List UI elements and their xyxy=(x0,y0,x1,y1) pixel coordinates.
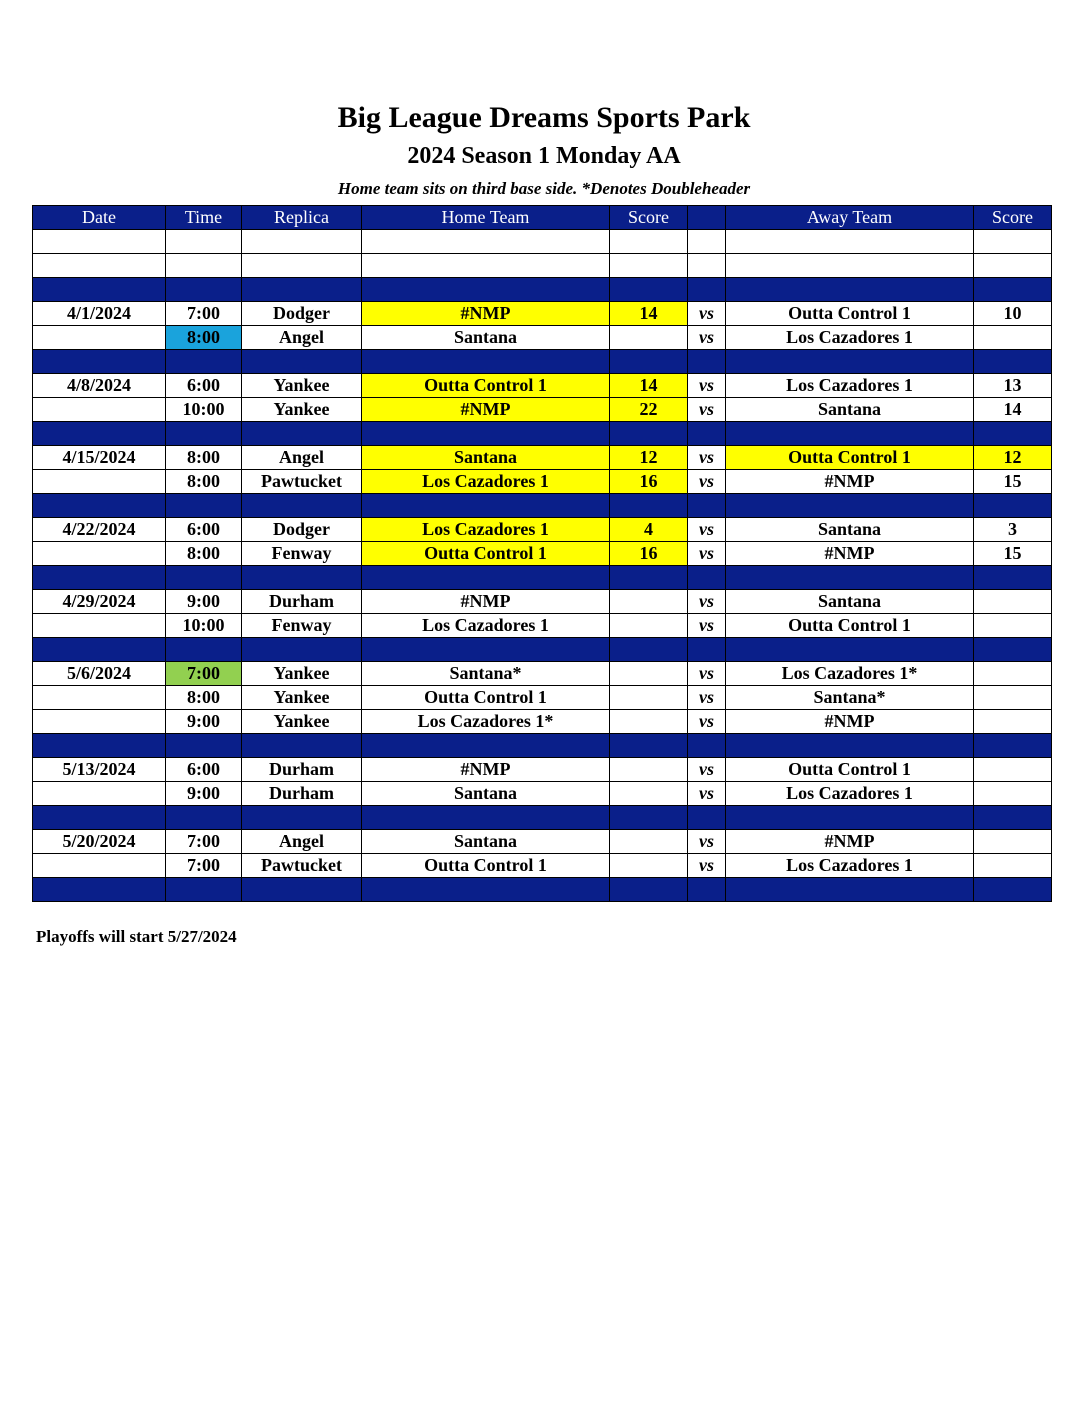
away-team-cell: Los Cazadores 1 xyxy=(726,374,974,398)
week-separator-row xyxy=(33,566,1052,590)
header-away-team: Away Team xyxy=(726,206,974,230)
home-team-cell xyxy=(362,494,610,518)
date-cell xyxy=(33,638,166,662)
home-team-cell: Santana xyxy=(362,446,610,470)
vs-cell: vs xyxy=(688,830,726,854)
date-cell xyxy=(33,494,166,518)
home-score-cell xyxy=(610,782,688,806)
replica-cell: Durham xyxy=(242,758,362,782)
replica-cell: Yankee xyxy=(242,710,362,734)
page-subtitle: 2024 Season 1 Monday AA xyxy=(407,143,681,169)
home-team-cell: #NMP xyxy=(362,398,610,422)
away-team-cell: Outta Control 1 xyxy=(726,302,974,326)
away-score-cell xyxy=(974,758,1052,782)
replica-cell: Fenway xyxy=(242,542,362,566)
replica-cell: Angel xyxy=(242,326,362,350)
vs-cell: vs xyxy=(688,470,726,494)
away-score-cell xyxy=(974,686,1052,710)
week-separator-row xyxy=(33,422,1052,446)
replica-cell: Yankee xyxy=(242,398,362,422)
away-team-cell xyxy=(726,278,974,302)
away-score-cell xyxy=(974,806,1052,830)
away-team-cell xyxy=(726,878,974,902)
week-separator-row xyxy=(33,278,1052,302)
home-score-cell xyxy=(610,326,688,350)
away-team-cell xyxy=(726,230,974,254)
replica-cell: Angel xyxy=(242,446,362,470)
home-score-cell xyxy=(610,710,688,734)
away-score-cell xyxy=(974,350,1052,374)
away-team-cell xyxy=(726,254,974,278)
game-row xyxy=(33,686,1052,710)
time-cell: 6:00 xyxy=(166,758,242,782)
home-team-cell xyxy=(362,638,610,662)
away-team-cell xyxy=(726,806,974,830)
game-row xyxy=(33,710,1052,734)
vs-cell: vs xyxy=(688,614,726,638)
time-cell: 9:00 xyxy=(166,710,242,734)
home-score-cell: 12 xyxy=(610,446,688,470)
vs-cell: vs xyxy=(688,518,726,542)
game-row xyxy=(33,782,1052,806)
home-score-cell xyxy=(610,662,688,686)
home-score-cell: 16 xyxy=(610,542,688,566)
vs-cell xyxy=(688,230,726,254)
home-score-cell xyxy=(610,494,688,518)
replica-cell xyxy=(242,350,362,374)
away-score-cell: 3 xyxy=(974,518,1052,542)
home-team-cell: Santana* xyxy=(362,662,610,686)
game-row xyxy=(33,590,1052,614)
date-cell xyxy=(33,614,166,638)
game-row xyxy=(33,446,1052,470)
replica-cell: Durham xyxy=(242,782,362,806)
time-cell xyxy=(166,566,242,590)
time-cell xyxy=(166,734,242,758)
date-cell xyxy=(33,254,166,278)
date-cell xyxy=(33,398,166,422)
time-cell xyxy=(166,278,242,302)
away-team-cell xyxy=(726,566,974,590)
home-team-cell xyxy=(362,278,610,302)
away-score-cell xyxy=(974,782,1052,806)
blank-row xyxy=(33,254,1052,278)
replica-cell xyxy=(242,278,362,302)
home-team-cell: Los Cazadores 1* xyxy=(362,710,610,734)
replica-cell: Yankee xyxy=(242,374,362,398)
time-cell xyxy=(166,806,242,830)
week-separator-row xyxy=(33,638,1052,662)
blank-row xyxy=(33,230,1052,254)
away-score-cell xyxy=(974,590,1052,614)
week-separator-row xyxy=(33,350,1052,374)
away-team-cell: #NMP xyxy=(726,710,974,734)
week-separator-row xyxy=(33,494,1052,518)
time-cell xyxy=(166,494,242,518)
replica-cell: Dodger xyxy=(242,518,362,542)
away-score-cell: 13 xyxy=(974,374,1052,398)
vs-cell: vs xyxy=(688,542,726,566)
time-cell: 7:00 xyxy=(166,854,242,878)
vs-cell: vs xyxy=(688,782,726,806)
away-team-cell: #NMP xyxy=(726,542,974,566)
vs-cell: vs xyxy=(688,854,726,878)
home-team-cell: Santana xyxy=(362,782,610,806)
header-replica: Replica xyxy=(242,206,362,230)
home-score-cell: 22 xyxy=(610,398,688,422)
header-vs xyxy=(688,206,726,230)
away-team-cell: Outta Control 1 xyxy=(726,446,974,470)
date-cell xyxy=(33,542,166,566)
home-score-cell xyxy=(610,590,688,614)
home-team-cell: Outta Control 1 xyxy=(362,686,610,710)
vs-cell xyxy=(688,638,726,662)
away-score-cell xyxy=(974,662,1052,686)
vs-cell xyxy=(688,806,726,830)
home-team-cell xyxy=(362,422,610,446)
time-cell: 6:00 xyxy=(166,374,242,398)
replica-cell xyxy=(242,878,362,902)
game-row xyxy=(33,662,1052,686)
date-cell xyxy=(33,422,166,446)
away-team-cell xyxy=(726,494,974,518)
away-score-cell: 15 xyxy=(974,470,1052,494)
home-team-cell xyxy=(362,734,610,758)
time-cell: 8:00 xyxy=(166,326,242,350)
date-cell: 4/29/2024 xyxy=(33,590,166,614)
date-cell: 4/8/2024 xyxy=(33,374,166,398)
game-row xyxy=(33,542,1052,566)
vs-cell: vs xyxy=(688,758,726,782)
away-team-cell: Outta Control 1 xyxy=(726,758,974,782)
home-score-cell xyxy=(610,638,688,662)
home-score-cell xyxy=(610,854,688,878)
home-score-cell xyxy=(610,614,688,638)
vs-cell: vs xyxy=(688,398,726,422)
away-team-cell: Los Cazadores 1 xyxy=(726,326,974,350)
header-home-team: Home Team xyxy=(362,206,610,230)
away-score-cell xyxy=(974,566,1052,590)
replica-cell xyxy=(242,734,362,758)
home-score-cell xyxy=(610,566,688,590)
vs-cell: vs xyxy=(688,446,726,470)
replica-cell xyxy=(242,254,362,278)
replica-cell: Dodger xyxy=(242,302,362,326)
away-team-cell: Outta Control 1 xyxy=(726,614,974,638)
time-cell: 7:00 xyxy=(166,302,242,326)
home-team-cell: Santana xyxy=(362,830,610,854)
away-score-cell xyxy=(974,230,1052,254)
vs-cell xyxy=(688,422,726,446)
away-score-cell xyxy=(974,854,1052,878)
date-cell xyxy=(33,566,166,590)
game-row xyxy=(33,830,1052,854)
time-cell: 7:00 xyxy=(166,662,242,686)
away-score-cell xyxy=(974,326,1052,350)
header-away-score: Score xyxy=(974,206,1052,230)
vs-cell: vs xyxy=(688,590,726,614)
home-team-cell xyxy=(362,878,610,902)
away-score-cell: 14 xyxy=(974,398,1052,422)
home-team-cell: #NMP xyxy=(362,302,610,326)
away-team-cell xyxy=(726,638,974,662)
away-score-cell xyxy=(974,614,1052,638)
vs-cell: vs xyxy=(688,326,726,350)
time-cell xyxy=(166,230,242,254)
home-team-cell xyxy=(362,254,610,278)
replica-cell xyxy=(242,806,362,830)
home-team-cell xyxy=(362,230,610,254)
date-cell xyxy=(33,710,166,734)
away-team-cell: Los Cazadores 1 xyxy=(726,854,974,878)
date-cell xyxy=(33,878,166,902)
away-score-cell: 15 xyxy=(974,542,1052,566)
home-team-cell: Los Cazadores 1 xyxy=(362,470,610,494)
schedule-table xyxy=(32,205,1052,902)
home-score-cell xyxy=(610,254,688,278)
home-score-cell xyxy=(610,230,688,254)
game-row xyxy=(33,398,1052,422)
home-team-cell: Outta Control 1 xyxy=(362,854,610,878)
table-header-row xyxy=(33,206,1052,230)
away-score-cell: 12 xyxy=(974,446,1052,470)
home-score-cell xyxy=(610,350,688,374)
away-score-cell xyxy=(974,734,1052,758)
game-row xyxy=(33,326,1052,350)
away-score-cell xyxy=(974,494,1052,518)
away-score-cell xyxy=(974,278,1052,302)
vs-cell: vs xyxy=(688,686,726,710)
home-team-cell: #NMP xyxy=(362,590,610,614)
date-cell: 5/13/2024 xyxy=(33,758,166,782)
replica-cell: Pawtucket xyxy=(242,470,362,494)
home-team-cell: Los Cazadores 1 xyxy=(362,614,610,638)
date-cell xyxy=(33,470,166,494)
time-cell: 9:00 xyxy=(166,782,242,806)
home-team-cell: Los Cazadores 1 xyxy=(362,518,610,542)
doubleheader-note: Home team sits on third base side. *Denotes Doubleheader xyxy=(337,179,751,198)
away-team-cell: Santana xyxy=(726,398,974,422)
date-cell xyxy=(33,854,166,878)
replica-cell xyxy=(242,230,362,254)
home-score-cell: 14 xyxy=(610,302,688,326)
replica-cell: Yankee xyxy=(242,662,362,686)
header-date: Date xyxy=(33,206,166,230)
date-cell xyxy=(33,806,166,830)
away-score-cell xyxy=(974,638,1052,662)
time-cell: 10:00 xyxy=(166,398,242,422)
date-cell xyxy=(33,278,166,302)
time-cell xyxy=(166,878,242,902)
date-cell: 5/20/2024 xyxy=(33,830,166,854)
date-cell xyxy=(33,782,166,806)
vs-cell: vs xyxy=(688,374,726,398)
replica-cell: Angel xyxy=(242,830,362,854)
game-row xyxy=(33,374,1052,398)
replica-cell: Pawtucket xyxy=(242,854,362,878)
home-score-cell: 14 xyxy=(610,374,688,398)
date-cell: 4/1/2024 xyxy=(33,302,166,326)
date-cell xyxy=(33,686,166,710)
time-cell xyxy=(166,422,242,446)
vs-cell: vs xyxy=(688,662,726,686)
date-cell xyxy=(33,326,166,350)
replica-cell xyxy=(242,566,362,590)
home-score-cell xyxy=(610,878,688,902)
time-cell: 8:00 xyxy=(166,470,242,494)
date-cell xyxy=(33,734,166,758)
away-score-cell xyxy=(974,254,1052,278)
time-cell: 6:00 xyxy=(166,518,242,542)
vs-cell xyxy=(688,278,726,302)
home-team-cell: Outta Control 1 xyxy=(362,374,610,398)
time-cell xyxy=(166,350,242,374)
home-team-cell xyxy=(362,566,610,590)
week-separator-row xyxy=(33,734,1052,758)
replica-cell xyxy=(242,638,362,662)
replica-cell xyxy=(242,422,362,446)
time-cell: 10:00 xyxy=(166,614,242,638)
time-cell: 8:00 xyxy=(166,686,242,710)
home-team-cell xyxy=(362,350,610,374)
game-row xyxy=(33,302,1052,326)
away-team-cell: #NMP xyxy=(726,470,974,494)
away-score-cell: 10 xyxy=(974,302,1052,326)
date-cell: 4/15/2024 xyxy=(33,446,166,470)
away-score-cell xyxy=(974,878,1052,902)
time-cell: 8:00 xyxy=(166,542,242,566)
replica-cell xyxy=(242,494,362,518)
away-team-cell: Santana* xyxy=(726,686,974,710)
time-cell xyxy=(166,638,242,662)
away-score-cell xyxy=(974,710,1052,734)
home-score-cell xyxy=(610,278,688,302)
away-team-cell xyxy=(726,734,974,758)
date-cell: 4/22/2024 xyxy=(33,518,166,542)
vs-cell: vs xyxy=(688,710,726,734)
home-team-cell: Outta Control 1 xyxy=(362,542,610,566)
home-team-cell: Santana xyxy=(362,326,610,350)
date-cell: 5/6/2024 xyxy=(33,662,166,686)
week-separator-row xyxy=(33,878,1052,902)
game-row xyxy=(33,854,1052,878)
away-team-cell: Santana xyxy=(726,590,974,614)
game-row xyxy=(33,470,1052,494)
vs-cell xyxy=(688,350,726,374)
game-row xyxy=(33,758,1052,782)
playoffs-note: Playoffs will start 5/27/2024 xyxy=(36,927,237,946)
schedule-body xyxy=(33,230,1052,902)
vs-cell xyxy=(688,254,726,278)
home-score-cell xyxy=(610,734,688,758)
page-title: Big League Dreams Sports Park xyxy=(337,101,751,134)
header-time: Time xyxy=(166,206,242,230)
header-home-score: Score xyxy=(610,206,688,230)
vs-cell xyxy=(688,494,726,518)
home-score-cell xyxy=(610,830,688,854)
time-cell xyxy=(166,254,242,278)
away-team-cell: #NMP xyxy=(726,830,974,854)
date-cell xyxy=(33,230,166,254)
replica-cell: Yankee xyxy=(242,686,362,710)
home-team-cell xyxy=(362,806,610,830)
away-score-cell xyxy=(974,830,1052,854)
game-row xyxy=(33,518,1052,542)
home-team-cell: #NMP xyxy=(362,758,610,782)
vs-cell xyxy=(688,878,726,902)
away-score-cell xyxy=(974,422,1052,446)
date-cell xyxy=(33,350,166,374)
away-team-cell: Santana xyxy=(726,518,974,542)
game-row xyxy=(33,614,1052,638)
home-score-cell xyxy=(610,806,688,830)
vs-cell xyxy=(688,734,726,758)
home-score-cell xyxy=(610,422,688,446)
vs-cell xyxy=(688,566,726,590)
replica-cell: Fenway xyxy=(242,614,362,638)
home-score-cell xyxy=(610,758,688,782)
time-cell: 7:00 xyxy=(166,830,242,854)
home-score-cell: 16 xyxy=(610,470,688,494)
away-team-cell: Los Cazadores 1* xyxy=(726,662,974,686)
week-separator-row xyxy=(33,806,1052,830)
away-team-cell xyxy=(726,350,974,374)
home-score-cell xyxy=(610,686,688,710)
replica-cell: Durham xyxy=(242,590,362,614)
away-team-cell: Los Cazadores 1 xyxy=(726,782,974,806)
away-team-cell xyxy=(726,422,974,446)
time-cell: 8:00 xyxy=(166,446,242,470)
home-score-cell: 4 xyxy=(610,518,688,542)
time-cell: 9:00 xyxy=(166,590,242,614)
vs-cell: vs xyxy=(688,302,726,326)
